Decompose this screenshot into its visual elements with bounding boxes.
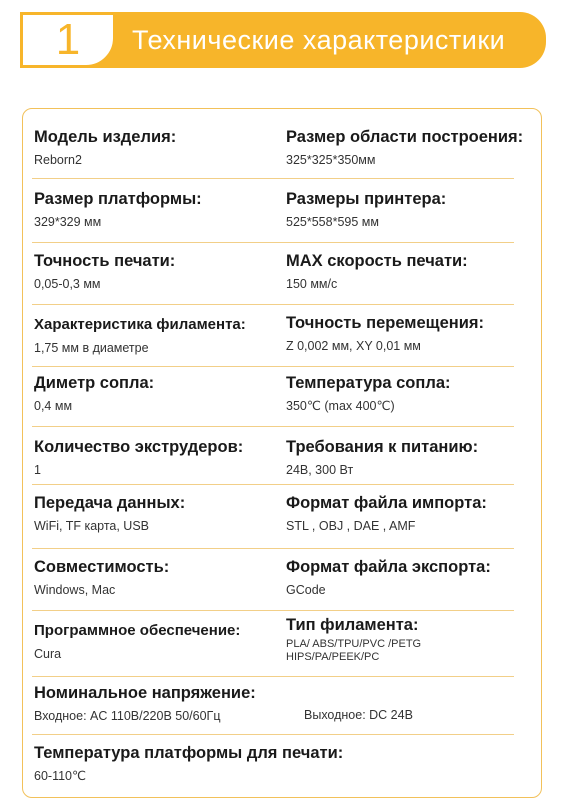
spec-row [32,180,514,243]
spec-row [32,550,514,611]
spec-value: 150 мм/с [286,277,338,291]
spec-label: Температура сопла: [286,374,451,392]
spec-label: Программное обеспечение: [34,622,241,639]
section-number: 1 [20,12,116,68]
spec-value: 60-110℃ [34,769,87,783]
spec-label: Точность перемещения: [286,314,484,332]
spec-value: 0,4 мм [34,399,73,413]
spec-value: 329*329 мм [34,215,102,229]
spec-label: Размер платформы: [34,190,202,208]
section-title: Технические характеристики [132,24,506,55]
spec-value: 0,05-0,3 мм [34,277,101,291]
spec-row [32,486,514,549]
spec-row-voltage [32,678,514,735]
spec-row-bed-temp [32,736,514,788]
spec-value: 525*558*595 мм [286,215,379,229]
spec-label: Модель изделия: [34,128,177,146]
spec-label: Формат файла импорта: [286,494,487,512]
spec-value: 1,75 мм в диаметре [34,341,149,355]
spec-value: GCode [286,583,326,597]
spec-label: Температура платформы для печати: [34,744,344,762]
voltage-output-value: Выходное: DC 24B [304,708,413,722]
spec-row [32,244,514,305]
spec-label: Требования к питанию: [286,438,479,456]
spec-value: 1 [34,463,41,477]
spec-value: 325*325*350мм [286,153,376,167]
spec-label: Точность печати: [34,252,176,270]
spec-label: Номинальное напряжение: [34,684,256,702]
spec-row [32,612,514,677]
spec-value: Z 0,002 мм, XY 0,01 мм [286,339,421,353]
spec-label: Диметр сопла: [34,374,155,392]
spec-label: Тип филамента: [286,616,419,634]
spec-label: Размеры принтера: [286,190,447,208]
spec-value: WiFi, TF карта, USB [34,519,150,533]
spec-row [32,306,514,367]
spec-row [32,428,514,485]
spec-row [32,368,514,427]
spec-label: Формат файла экспорта: [286,558,491,576]
spec-value: STL , OBJ , DAE , AMF [286,519,416,533]
spec-label: Совместимость: [34,558,170,576]
spec-label: Передача данных: [34,494,186,512]
spec-value: 24В, 300 Вт [286,463,354,477]
spec-label: Количество экструдеров: [34,438,244,456]
spec-label: Размер области построения: [286,128,524,146]
spec-value: Cura [34,647,62,661]
voltage-input-value: Входное: AC 110B/220B 50/60Гц [34,709,221,723]
section-header [20,12,546,68]
spec-label: Характеристика филамента: [34,316,246,333]
spec-value: PLA/ ABS/TPU/PVC /PETG HIPS/PA/PEEK/PC [286,638,422,663]
spec-label: MAX скорость печати: [286,252,468,270]
spec-value: Reborn2 [34,153,82,167]
spec-value: Windows, Mac [34,583,116,597]
spec-row [32,118,524,179]
spec-value: 350℃ (max 400℃) [286,399,395,413]
